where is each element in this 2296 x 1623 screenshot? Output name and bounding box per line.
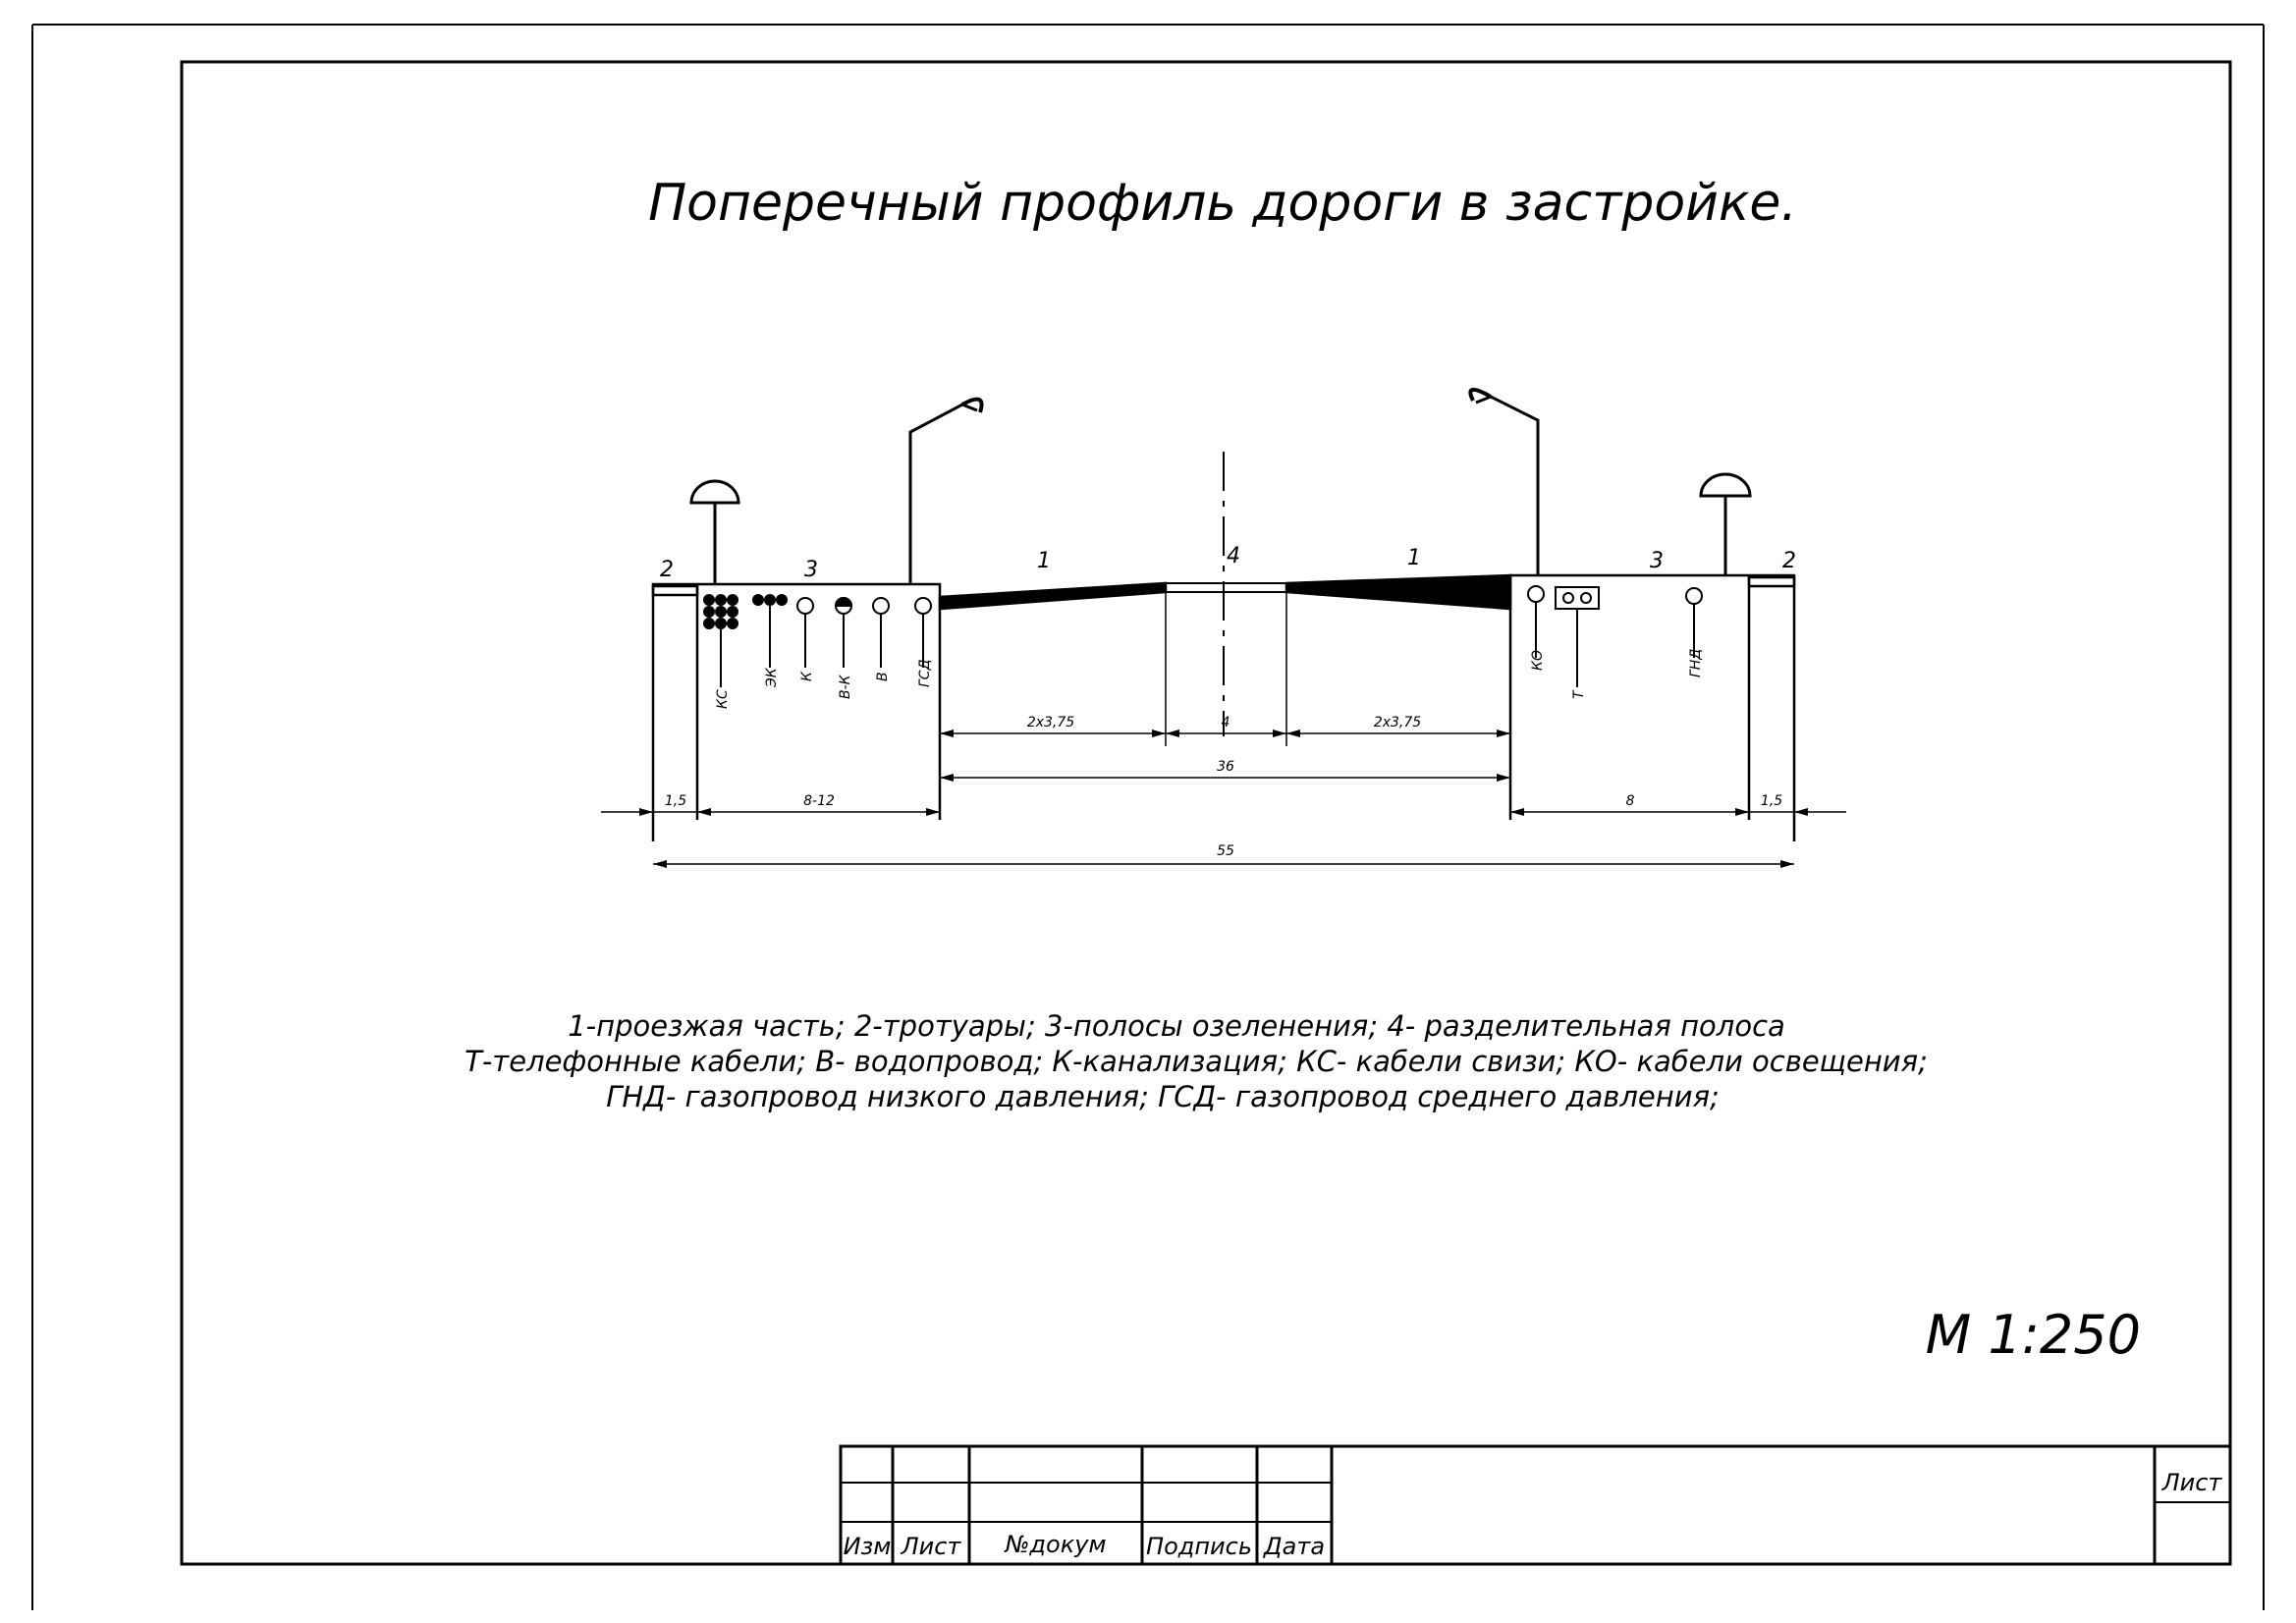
legend-line-3: ГНД- газопровод низкого давления; ГСД- газопровод среднего давления;: [606, 1080, 1720, 1113]
carriageway-left: [940, 583, 1166, 609]
left-sidewalk-surface: [653, 586, 697, 595]
tree-left: [691, 481, 738, 584]
zone-label-right-sidewalk: 2: [1782, 549, 1796, 573]
legend-line-2: Т-телефонные кабели; В- водопровод; К-канализация; КС- кабели свизи; КО- кабели освещения;: [465, 1045, 1928, 1078]
utility-label-gnd: ГНД: [1688, 648, 1704, 677]
tb-col-doc: №докум: [1005, 1531, 1107, 1558]
sheet-frame: [32, 25, 2264, 1610]
carriageway-right: [1286, 575, 1510, 609]
zone-label-right-carriageway: 1: [1407, 546, 1421, 570]
dimension-labels: [665, 715, 1782, 859]
dim-label-sidewalk-left: 1,5: [664, 793, 687, 809]
right-sidewalk-surface: [1749, 577, 1794, 586]
drawing-title: Поперечный профиль дороги в застройке.: [648, 174, 1797, 233]
tb-col-izm: Изм: [843, 1533, 892, 1560]
utility-label-ko: КО: [1530, 650, 1546, 671]
utilities-right: [1528, 586, 1702, 687]
utility-gsd-pipe: [915, 598, 931, 668]
utility-label-v: В: [875, 672, 891, 681]
lamp-post-left: [910, 400, 982, 584]
utility-ek-cable-row: [753, 595, 787, 668]
utility-vk-pipe: [836, 598, 851, 668]
dim-label-green-right: 8: [1625, 793, 1635, 809]
utility-ks-cable-block: [704, 595, 738, 687]
dim-label-green-left: 8-12: [803, 793, 835, 809]
utility-ko-cable: [1528, 586, 1544, 658]
legend-line-1: 1-проезжая часть; 2-тротуары; 3-полосы озеленения; 4- разделительная полоса: [568, 1009, 1785, 1043]
zone-label-left-carriageway: 1: [1037, 549, 1051, 573]
utility-v-pipe: [873, 598, 889, 668]
dim-label-divider: 4: [1221, 715, 1230, 730]
lamp-post-right: [1470, 390, 1538, 575]
dim-label-lane-right: 2x3,75: [1373, 715, 1422, 730]
utility-k-pipe: [797, 598, 813, 668]
tb-col-sign: Подпись: [1146, 1533, 1252, 1560]
dim-label-lane-left: 2x3,75: [1026, 715, 1075, 730]
divider-strip: [1166, 583, 1286, 592]
utility-labels-right: [1530, 649, 1704, 699]
legend: [465, 1009, 1928, 1113]
drawing-scale: М 1:250: [1925, 1304, 2141, 1366]
utilities-left: [704, 595, 931, 687]
utility-gnd-pipe: [1686, 588, 1702, 658]
road-cross-section: [653, 452, 1794, 841]
utility-t-cable-block: [1556, 587, 1599, 687]
inner-frame: [182, 62, 2230, 1564]
utility-label-t: Т: [1571, 690, 1587, 699]
zone-label-divider: 4: [1227, 544, 1240, 568]
utility-label-k: К: [799, 672, 815, 681]
tb-col-list: Лист: [901, 1533, 961, 1560]
utility-labels-left: [715, 659, 933, 709]
right-roadside-block: [1510, 575, 1794, 841]
zone-label-right-green: 3: [1650, 549, 1664, 573]
utility-label-ks: КС: [715, 689, 731, 709]
zone-label-left-green: 3: [804, 558, 818, 582]
tree-right: [1701, 474, 1750, 575]
utility-label-gsd: ГСД: [917, 659, 933, 687]
zone-label-left-sidewalk: 2: [660, 558, 674, 582]
dim-label-total: 55: [1217, 843, 1234, 859]
dim-label-sidewalk-right: 1,5: [1760, 793, 1783, 809]
utility-label-ek: ЭК: [764, 668, 780, 687]
left-roadside-block: [653, 584, 940, 841]
dim-label-carriageway: 36: [1217, 759, 1234, 775]
tb-sheet-label: Лист: [2161, 1469, 2222, 1496]
tb-col-date: Дата: [1263, 1533, 1326, 1560]
utility-label-vk: В-К: [838, 675, 853, 699]
